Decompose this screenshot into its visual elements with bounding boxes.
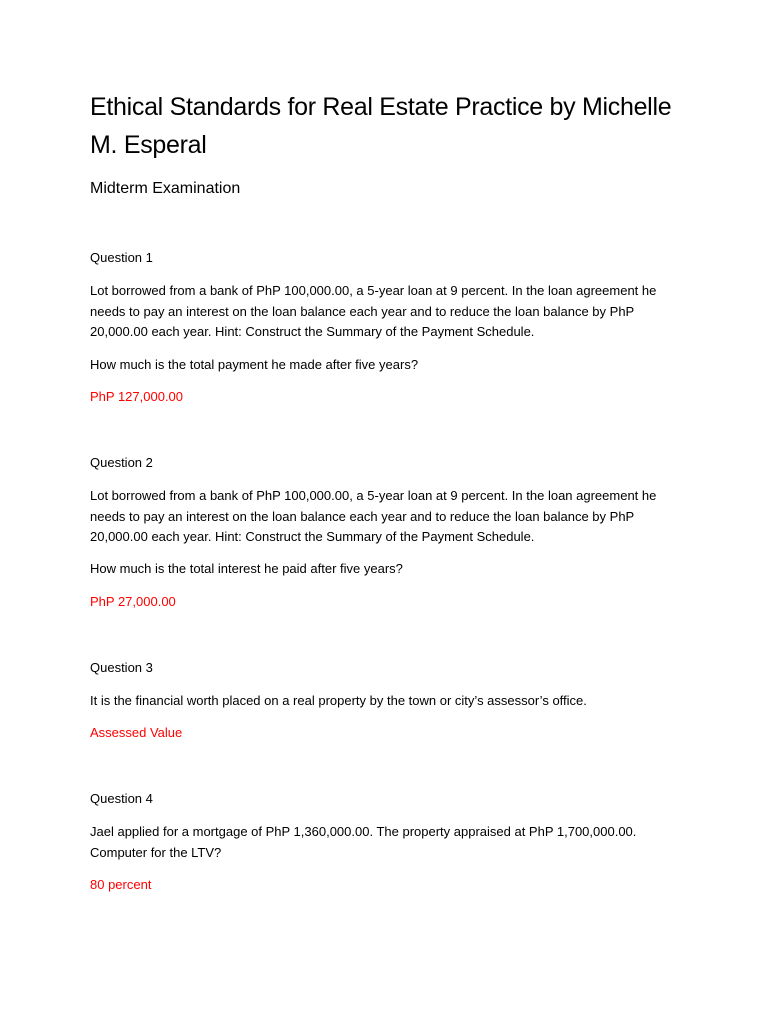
question-4-answer: 80 percent	[90, 877, 152, 892]
question-2-label: Question 2	[90, 455, 153, 470]
question-3-answer: Assessed Value	[90, 725, 183, 740]
question-2-answer: PhP 27,000.00	[90, 594, 176, 609]
question-2-prompt: How much is the total interest he paid after five years?	[90, 561, 403, 576]
page-title: Ethical Standards for Real Estate Practice by Michelle M. Esperal	[90, 93, 672, 159]
question-4-body: Jael applied for a mortgage of PhP 1,360,000.00. The property appraised at PhP 1,700,000.00. Computer for the LTV?	[90, 824, 637, 860]
question-3-body: It is the financial worth placed on a real property by the town or city’s assessor’s office.	[90, 693, 587, 708]
question-2-body: Lot borrowed from a bank of PhP 100,000.00, a 5-year loan at 9 percent. In the loan agreement he needs to pay an interest on the loan balance each year and to reduce the loan balance by PhP 20,000.00 each year. Hint: Construct the Summary of the Payment Schedule.	[90, 488, 657, 544]
question-3-label: Question 3	[90, 660, 153, 675]
question-1-body: Lot borrowed from a bank of PhP 100,000.00, a 5-year loan at 9 percent. In the loan agreement he needs to pay an interest on the loan balance each year and to reduce the loan balance by PhP 20,000.00 each year. Hint: Construct the Summary of the Payment Schedule.	[90, 283, 657, 339]
page-subtitle: Midterm Examination	[90, 180, 241, 197]
question-1-prompt: How much is the total payment he made after five years?	[90, 357, 419, 372]
question-1-answer: PhP 127,000.00	[90, 389, 184, 404]
question-4-label: Question 4	[90, 791, 153, 806]
question-1-label: Question 1	[90, 250, 153, 265]
